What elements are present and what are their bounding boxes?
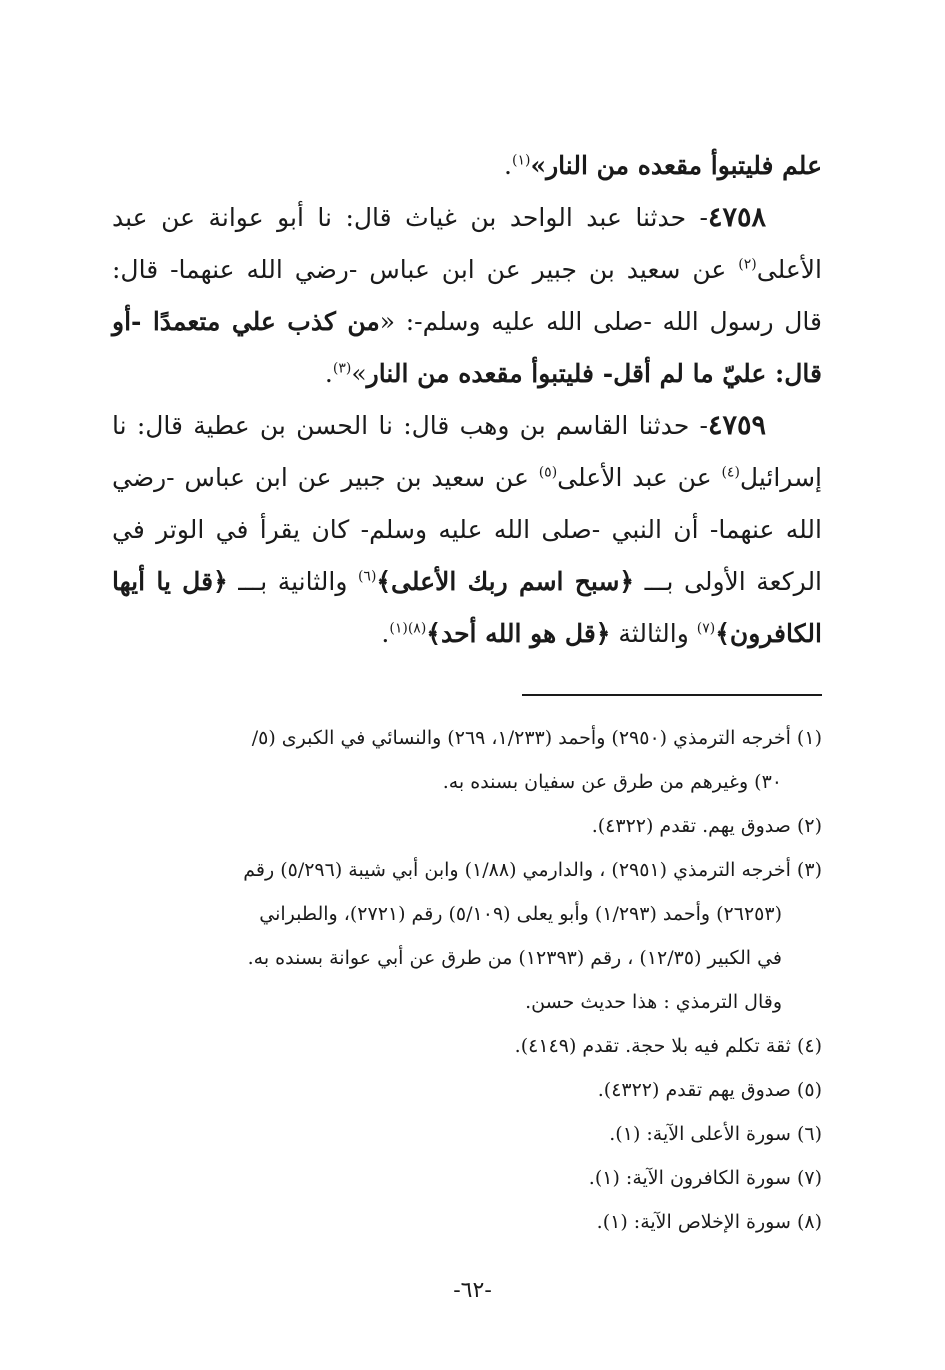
hadith-chain: - حدثنا عبد الواحد بن غياث قال: نا أبو عوانة عن عبد الأعلى (112, 203, 822, 284)
hadith-text-bold: من كذب علي متعمدًا -أو قال: عليّ ما لم أقل- فليتبوأ مقعده من النار (112, 307, 822, 388)
quran-verse-bold: ﴿قل هو الله أحد﴾ (426, 619, 611, 648)
footnote-ref-2: (٢) (738, 256, 757, 273)
footnote-separator (522, 694, 822, 696)
footnote-ref-1: (١) (512, 152, 531, 169)
punctuation: . (324, 359, 333, 388)
page-number: -٦٢- (453, 1278, 492, 1303)
footnote-ref-5: (٥) (538, 464, 558, 481)
punctuation: . (381, 619, 390, 648)
main-text-body (112, 140, 822, 660)
hadith-chain: عن عبد الأعلى (557, 463, 722, 492)
hadith-4759 (112, 400, 822, 660)
hadith-text-bold: علم فليتبوأ مقعده من النار» (530, 151, 822, 180)
hadith-chain: عن سعيد بن جبير عن ابن عباس -رضي الله عنهما- أن النبي -صلى الله عليه وسلم- كان يقرأ في الوتر في الركعة الأولى بـــ (112, 463, 823, 596)
footnotes-section (112, 716, 822, 1244)
footnote-3 (112, 848, 822, 1024)
footnote-line: في الكبير (١٢/٣٥) ، رقم (١٢٣٩٣) من طرق عن أبي عوانة بسنده به. (247, 947, 782, 969)
footnote-4: (٤) ثقة تكلم فيه بلا حجة. تقدم (٤١٤٩). (514, 1035, 822, 1057)
footnote-line: (١) أخرجه الترمذي (٢٩٥٠) وأحمد (١/٢٣٣، ٢٦٩) والنسائي في الكبرى (٥/ (251, 727, 822, 749)
hadith-chain: عن سعيد بن جبير عن ابن عباس -رضي الله عنهما- قال: قال رسول الله -صلى الله عليه وسلم-: « (112, 255, 822, 336)
hadith-4758 (112, 192, 822, 400)
footnote-ref-4: (٤) (721, 464, 740, 481)
footnote-7: (٧) سورة الكافرون الآية: (١). (588, 1167, 822, 1189)
footnote-ref-8: (٨)(١) (389, 620, 427, 637)
hadith-chain: - حدثنا القاسم بن وهب قال: نا الحسن بن عطية قال: نا إسرائيل (112, 411, 822, 492)
footnote-1 (112, 716, 822, 804)
footnote-5: (٥) صدوق يهم تقدم (٤٣٢٢). (597, 1079, 822, 1101)
hadith-chain: » (351, 359, 367, 388)
footnote-ref-6: (٦) (357, 568, 377, 585)
footnote-ref-3: (٣) (332, 360, 352, 377)
quran-verse-bold: ﴿قل يا أيها الكافرون﴾ (112, 567, 822, 648)
footnote-2: (٢) صدوق يهم. تقدم (٤٣٢٢). (591, 815, 822, 837)
punctuation: . (504, 151, 512, 180)
footnote-line: (٢٦٢٥٣) وأحمد (١/٢٩٣) وأبو يعلى (٥/١٠٩) رقم (٢٧٢١)، والطبراني (259, 903, 782, 925)
footnote-8: (٨) سورة الإخلاص الآية: (١). (596, 1211, 822, 1233)
quran-verse-bold: ﴿سبح اسم ربك الأعلى﴾ (376, 567, 635, 596)
hadith-number: ٤٧٥٨ (707, 202, 766, 233)
hadith-number: ٤٧٥٩ (707, 410, 766, 441)
footnote-line: وقال الترمذي : هذا حديث حسن. (525, 991, 782, 1013)
paragraph-continuation (112, 140, 822, 192)
footnote-6: (٦) سورة الأعلى الآية: (١). (609, 1123, 822, 1145)
footnote-line: ٣٠) وغيرهم من طرق عن سفيان بسنده به. (442, 771, 782, 793)
footnote-line: (٣) أخرجه الترمذي (٢٩٥١) ، والدارمي (١/٨٨) وابن أبي شيبة (٥/٢٩٦) رقم (243, 859, 822, 881)
hadith-chain: والثانية بـــ (227, 567, 358, 596)
footnote-ref-7: (٧) (696, 620, 716, 637)
hadith-chain: والثالثة (610, 619, 697, 648)
